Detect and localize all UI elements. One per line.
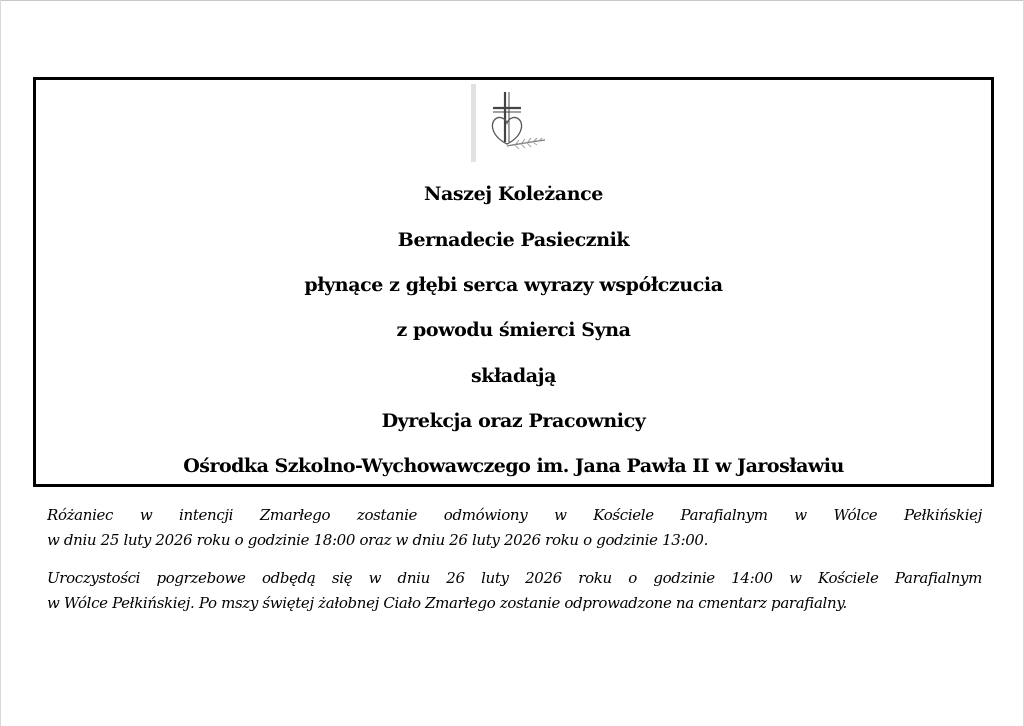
condolence-line-2: Bernadecie Pasiecznik [397,229,630,251]
page-edge-top [0,0,1024,1]
page-edge-left [0,0,1,726]
emblem-strip [471,84,476,162]
condolence-line-7: Ośrodka Szkolno-Wychowawczego im. Jana Pawła II w Jarosławiu [183,455,844,477]
condolence-line-6: Dyrekcja oraz Pracownicy [381,410,646,432]
condolence-line-5: składają [470,365,557,387]
funeral-notice [47,566,982,616]
emblem [471,84,551,162]
funeral-notice-line-1: Uroczystości pogrzebowe odbędą się w dniu 26 luty 2026 roku o godzinie 14:00 w Kościele Parafialnym [47,569,982,587]
rosary-notice-line-1: Różaniec w intencji Zmarłego zostanie odmówiony w Kościele Parafialnym w Wólce Pełkińskiej [47,506,982,524]
condolence-line-4: z powodu śmierci Syna [396,319,631,341]
condolence-line-1: Naszej Koleżance [424,183,603,205]
funeral-notice-line-2: w Wólce Pełkińskiej. Po mszy świętej żałobnej Ciało Zmarłego zostanie odprowadzone na cmentarz parafialny. [47,594,847,612]
cross-with-heart-and-palm-icon [483,90,551,156]
rosary-notice-line-2: w dniu 25 luty 2026 roku o godzinie 18:00 oraz w dniu 26 luty 2026 roku o godzinie 13:00. [47,531,709,549]
condolence-line-3: płynące z głębi serca wyrazy współczucia [304,274,723,296]
rosary-notice [47,503,982,553]
